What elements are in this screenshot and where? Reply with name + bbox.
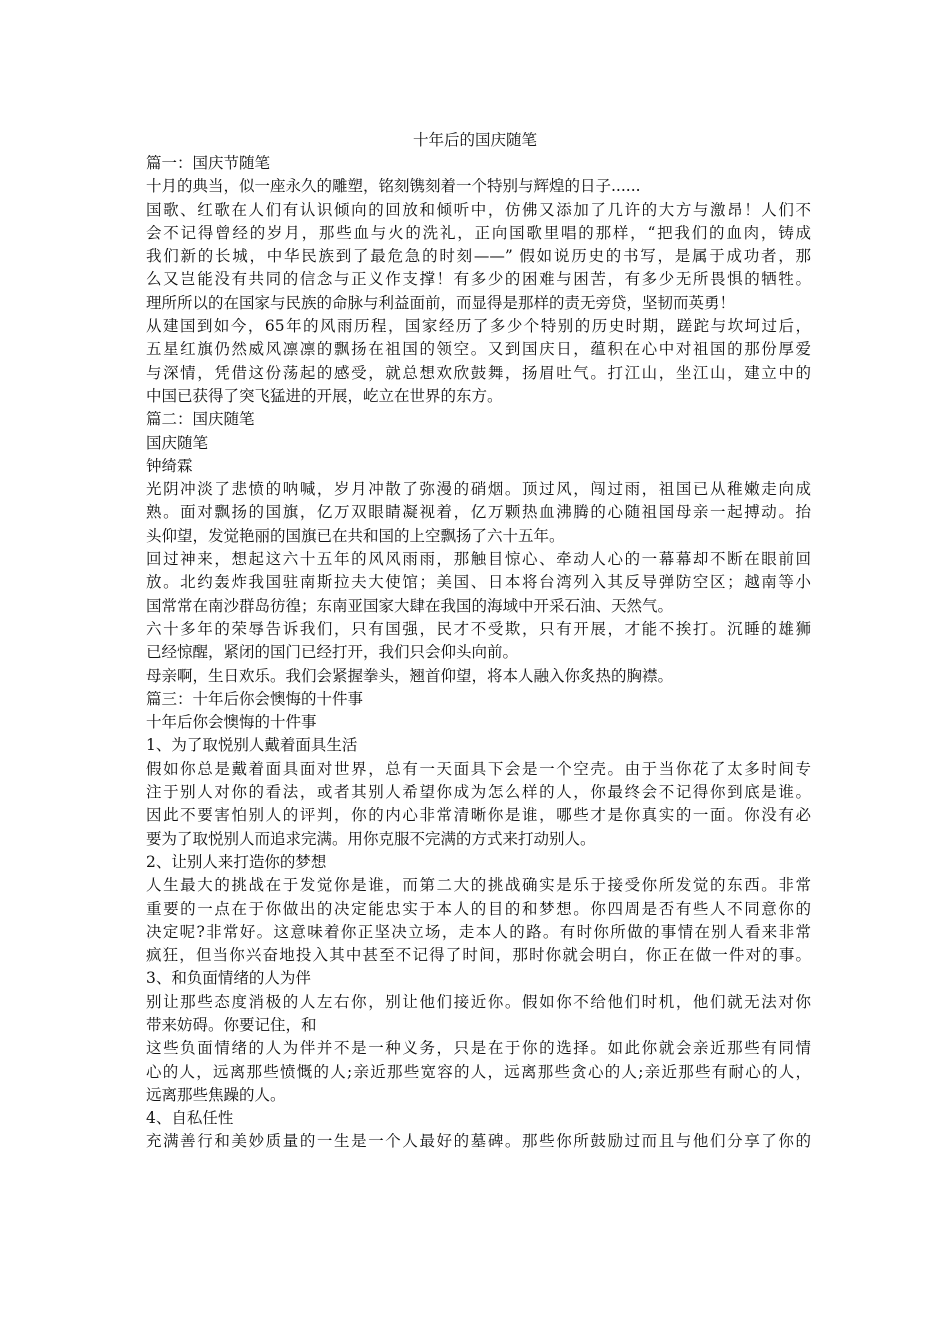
- text-line: 决定呢?非常好。这意味着你正坚决立场，走本人的路。有时你所做的事情在别人看来非常: [146, 922, 811, 941]
- text-line: 充满善行和美妙质量的一生是一个人最好的墓碑。那些你所鼓励过而且与他们分享了你的: [146, 1132, 811, 1151]
- text-line: 五星红旗仍然威风凛凛的飘扬在祖国的领空。又到国庆日，蕴积在心中对祖国的那份厚爱: [146, 340, 811, 359]
- text-line: 么又岂能没有共同的信念与正义作支撑！有多少的困难与困苦，有多少无所畏惧的牺牲。: [146, 270, 811, 289]
- text-line: 3、和负面情绪的人为伴: [146, 969, 311, 988]
- text-line: 十月的典当，似一座永久的雕塑，铭刻镌刻着一个特别与辉煌的日子......: [146, 177, 641, 196]
- text-line: 疯狂，但当你兴奋地投入其中甚至不记得了时间，那时你就会明白，你正在做一件对的事。: [146, 946, 811, 965]
- document-title: 十年后的国庆随笔: [412, 131, 537, 149]
- text-line: 篇二：国庆随笔: [146, 410, 255, 429]
- text-line: 放。北约轰炸我国驻南斯拉夫大使馆；美国、日本将台湾列入其反导弹防空区；越南等小: [146, 573, 811, 592]
- text-line: 中国已获得了突飞猛进的开展，屹立在世界的东方。: [146, 386, 503, 405]
- text-line: 1、为了取悦别人戴着面具生活: [146, 736, 358, 755]
- text-line: 心的人，远离那些愤慨的人;亲近那些宽容的人，远离那些贪心的人;亲近那些有耐心的人，: [146, 1062, 811, 1081]
- text-line: 与深情，凭借这份荡起的感受，就总想欢欣鼓舞，扬眉吐气。打江山，坐江山，建立中的: [146, 363, 811, 382]
- text-line: 钟绮霖: [146, 456, 193, 475]
- text-line: 母亲啊，生日欢乐。我们会紧握拳头，翘首仰望，将本人融入你炙热的胸襟。: [146, 666, 674, 685]
- text-line: 2、让别人来打造你的梦想: [146, 852, 327, 871]
- text-line: 篇一：国庆节随笔: [146, 154, 271, 172]
- text-line: 别让那些态度消极的人左右你，别让他们接近你。假如你不给他们时机，他们就无法对你: [146, 992, 811, 1011]
- text-line: 国歌、红歌在人们有认识倾向的回放和倾听中，仿佛又添加了几许的大方与激昂！人们不: [146, 200, 811, 219]
- text-line: 因此不要害怕别人的评判，你的内心非常清晰你是谁，哪些才是你真实的一面。你没有必: [146, 806, 811, 825]
- text-line: 注于别人对你的看法，或者其别人希望你成为怎么样的人，你最终会不记得你到底是谁。: [146, 783, 811, 802]
- text-line: 篇三：十年后你会懊悔的十件事: [146, 689, 364, 708]
- text-line: 假如你总是戴着面具面对世界，总有一天面具下会是一个空壳。由于当你花了太多时间专: [146, 759, 811, 778]
- text-line: 从建国到如今，65年的风雨历程，国家经历了多少个特别的历史时期，蹉跎与坎坷过后，: [146, 317, 811, 336]
- text-line: 理所所以的在国家与民族的命脉与利益面前，而显得是那样的责无旁贷，坚韧而英勇！: [146, 293, 736, 312]
- text-line: 国庆随笔: [146, 433, 209, 452]
- text-line: 4、自私任性: [146, 1109, 234, 1128]
- text-line: 远离那些焦躁的人。: [146, 1085, 286, 1104]
- text-line: 熟。面对飘扬的国旗，亿万双眼睛凝视着，亿万颗热血沸腾的心随祖国母亲一起搏动。抬: [146, 503, 811, 522]
- text-line: 已经惊醒，紧闭的国门已经打开，我们只会仰头向前。: [146, 643, 519, 662]
- text-line: 这些负面情绪的人为伴并不是一种义务，只是在于你的选择。如此你就会亲近那些有同情: [146, 1039, 811, 1058]
- text-line: 要为了取悦别人而追求完满。用你克服不完满的方式来打动别人。: [146, 829, 596, 848]
- text-line: 重要的一点在于你做出的决定能忠实于本人的目的和梦想。你四周是否有些人不同意你的: [146, 899, 811, 918]
- text-line: 头仰望，发觉艳丽的国旗已在共和国的上空飘扬了六十五年。: [146, 526, 565, 545]
- text-line: 人生最大的挑战在于发觉你是谁，而第二大的挑战确实是乐于接受你所发觉的东西。非常: [146, 876, 811, 895]
- text-line: 十年后你会懊悔的十件事: [146, 713, 317, 732]
- document-body: [146, 152, 811, 1154]
- text-line: 国常常在南沙群岛彷徨；东南亚国家大肆在我国的海域中开采石油、天然气。: [146, 596, 674, 615]
- text-line: 带来妨碍。你要记住，和: [146, 1015, 317, 1034]
- text-line: 会不记得曾经的岁月，那些血与火的洗礼，正向国歌里唱的那样，“把我们的血肉，铸成: [146, 223, 811, 242]
- text-line: 光阴冲淡了悲愤的呐喊，岁月冲散了弥漫的硝烟。顶过风，闯过雨，祖国已从稚嫩走向成: [146, 480, 811, 499]
- text-line: 回过神来，想起这六十五年的风风雨雨，那触目惊心、牵动人心的一幕幕却不断在眼前回: [146, 550, 811, 569]
- text-line: 六十多年的荣辱告诉我们，只有国强，民才不受欺，只有开展，才能不挨打。沉睡的雄狮: [146, 619, 811, 638]
- text-line: 我们新的长城，中华民族到了最危急的时刻——” 假如说历史的书写，是属于成功者，那: [146, 247, 811, 266]
